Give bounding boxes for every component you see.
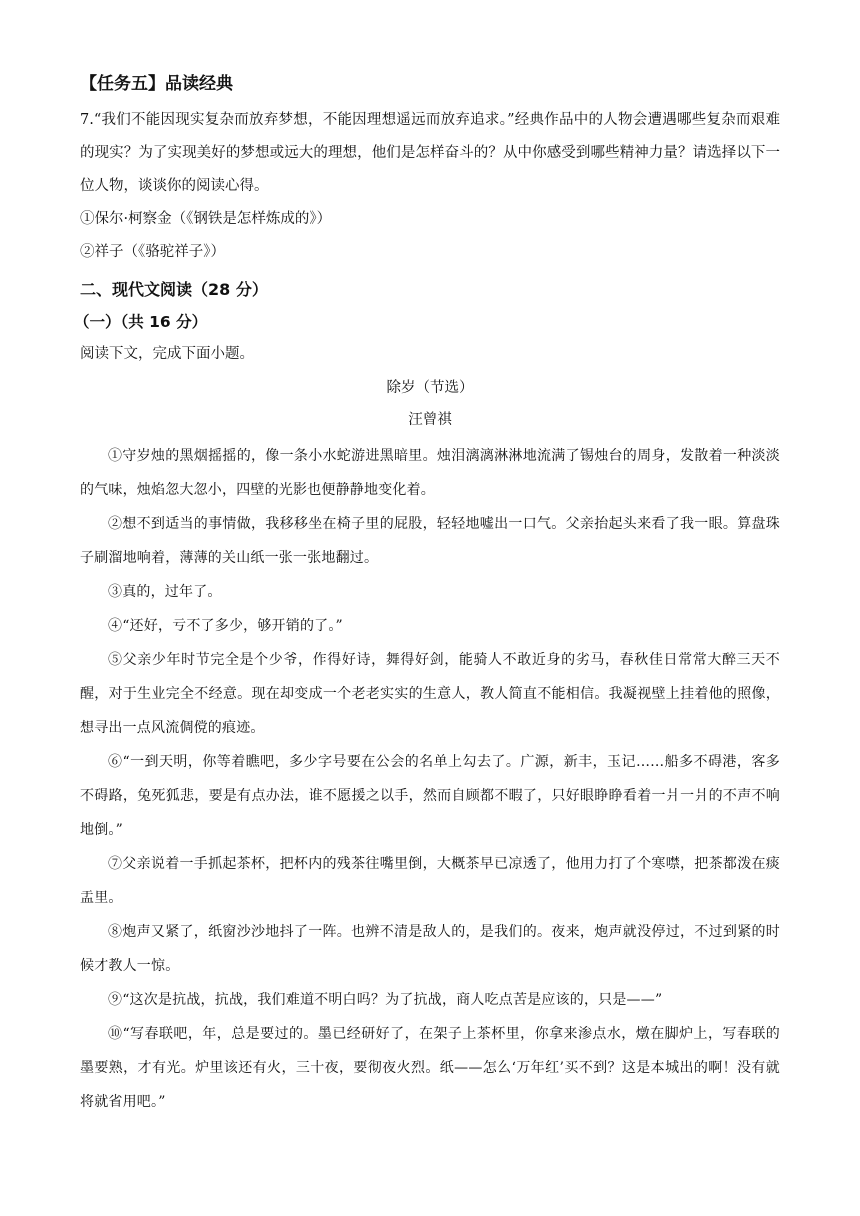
- article-title: 除岁（节选）: [386, 380, 474, 396]
- article-paragraph-3: ③真的，过年了。: [108, 584, 222, 600]
- article-paragraph-5: ⑤父亲少年时节完全是个少爷，作得好诗，舞得好剑，能骑人不敢近身的劣马，春秋佳日常常大醉三天不醒，对于生业完全不经意。现在却变成一个老老实实的生意人，教人简直不能相信。我凝视壁上挂着他的照像，想寻出一点风流倜傥的痕迹。: [80, 652, 780, 736]
- sub-heading: （一）（共 16 分）: [74, 313, 208, 331]
- task-heading: 【任务五】品读经典: [80, 74, 233, 94]
- article-paragraph-8: ⑧炮声又紧了，纸窗沙沙地抖了一阵。也辨不清是敌人的，是我们的。夜来，炮声就没停过，不过到紧的时候才教人一惊。: [80, 924, 780, 974]
- article-paragraph-6: ⑥“一到天明，你等着瞧吧，多少字号要在公会的名单上勾去了。广源，新丰，玉记……船多不碍港，客多不碍路，兔死狐悲，要是有点办法，谁不愿援之以手，然而自顾都不暇了，只好眼睁睁看着一爿一爿的不声不响地倒。”: [80, 754, 780, 838]
- question-7-text: 7.“我们不能因现实复杂而放弃梦想，不能因理想遥远而放弃追求。”经典作品中的人物会遭遇哪些复杂而艰难的现实？为了实现美好的梦想或远大的理想，他们是怎样奋斗的？从中你感受到哪些精神力量？请选择以下一位人物，谈谈你的阅读心得。: [80, 112, 780, 194]
- section-heading: 二、现代文阅读（28 分）: [80, 280, 268, 299]
- document-page: [74, 72, 780, 1119]
- article-paragraph-7: ⑦父亲说着一手抓起茶杯，把杯内的残茶往嘴里倒，大概茶早已凉透了，他用力打了个寒噤，把茶都泼在痰盂里。: [80, 856, 780, 906]
- article-paragraph-2: ②想不到适当的事情做，我移移坐在椅子里的屁股，轻轻地嘘出一口气。父亲抬起头来看了我一眼。算盘珠子刷溜地响着，薄薄的关山纸一张一张地翻过。: [80, 516, 780, 566]
- option-1: ①保尔·柯察金（《钢铁是怎样炼成的》）: [80, 211, 332, 227]
- article-paragraph-1: ①守岁烛的黑烟摇摇的，像一条小水蛇游进黑暗里。烛泪漓漓淋淋地流满了锡烛台的周身，发散着一种淡淡的气味，烛焰忽大忽小，四壁的光影也便静静地变化着。: [80, 448, 780, 498]
- article-paragraph-9: ⑨“这次是抗战，抗战，我们难道不明白吗？为了抗战，商人吃点苦是应该的，只是——”: [108, 992, 663, 1008]
- article-author: 汪曾祺: [408, 412, 452, 428]
- reading-instruction: 阅读下文，完成下面小题。: [80, 346, 254, 362]
- option-2: ②祥子（《骆驼祥子》）: [80, 244, 225, 260]
- article-paragraph-4: ④“还好，亏不了多少，够开销的了。”: [108, 618, 343, 634]
- article-paragraph-10: ⑩“写春联吧，年，总是要过的。墨已经研好了，在架子上茶杯里，你拿来渗点水，燉在脚炉上，写春联的墨要熟，才有光。炉里该还有火，三十夜，要彻夜火烈。纸——怎么‘万年红’买不到？这是本城出的啊！没有就将就省用吧。”: [80, 1026, 780, 1110]
